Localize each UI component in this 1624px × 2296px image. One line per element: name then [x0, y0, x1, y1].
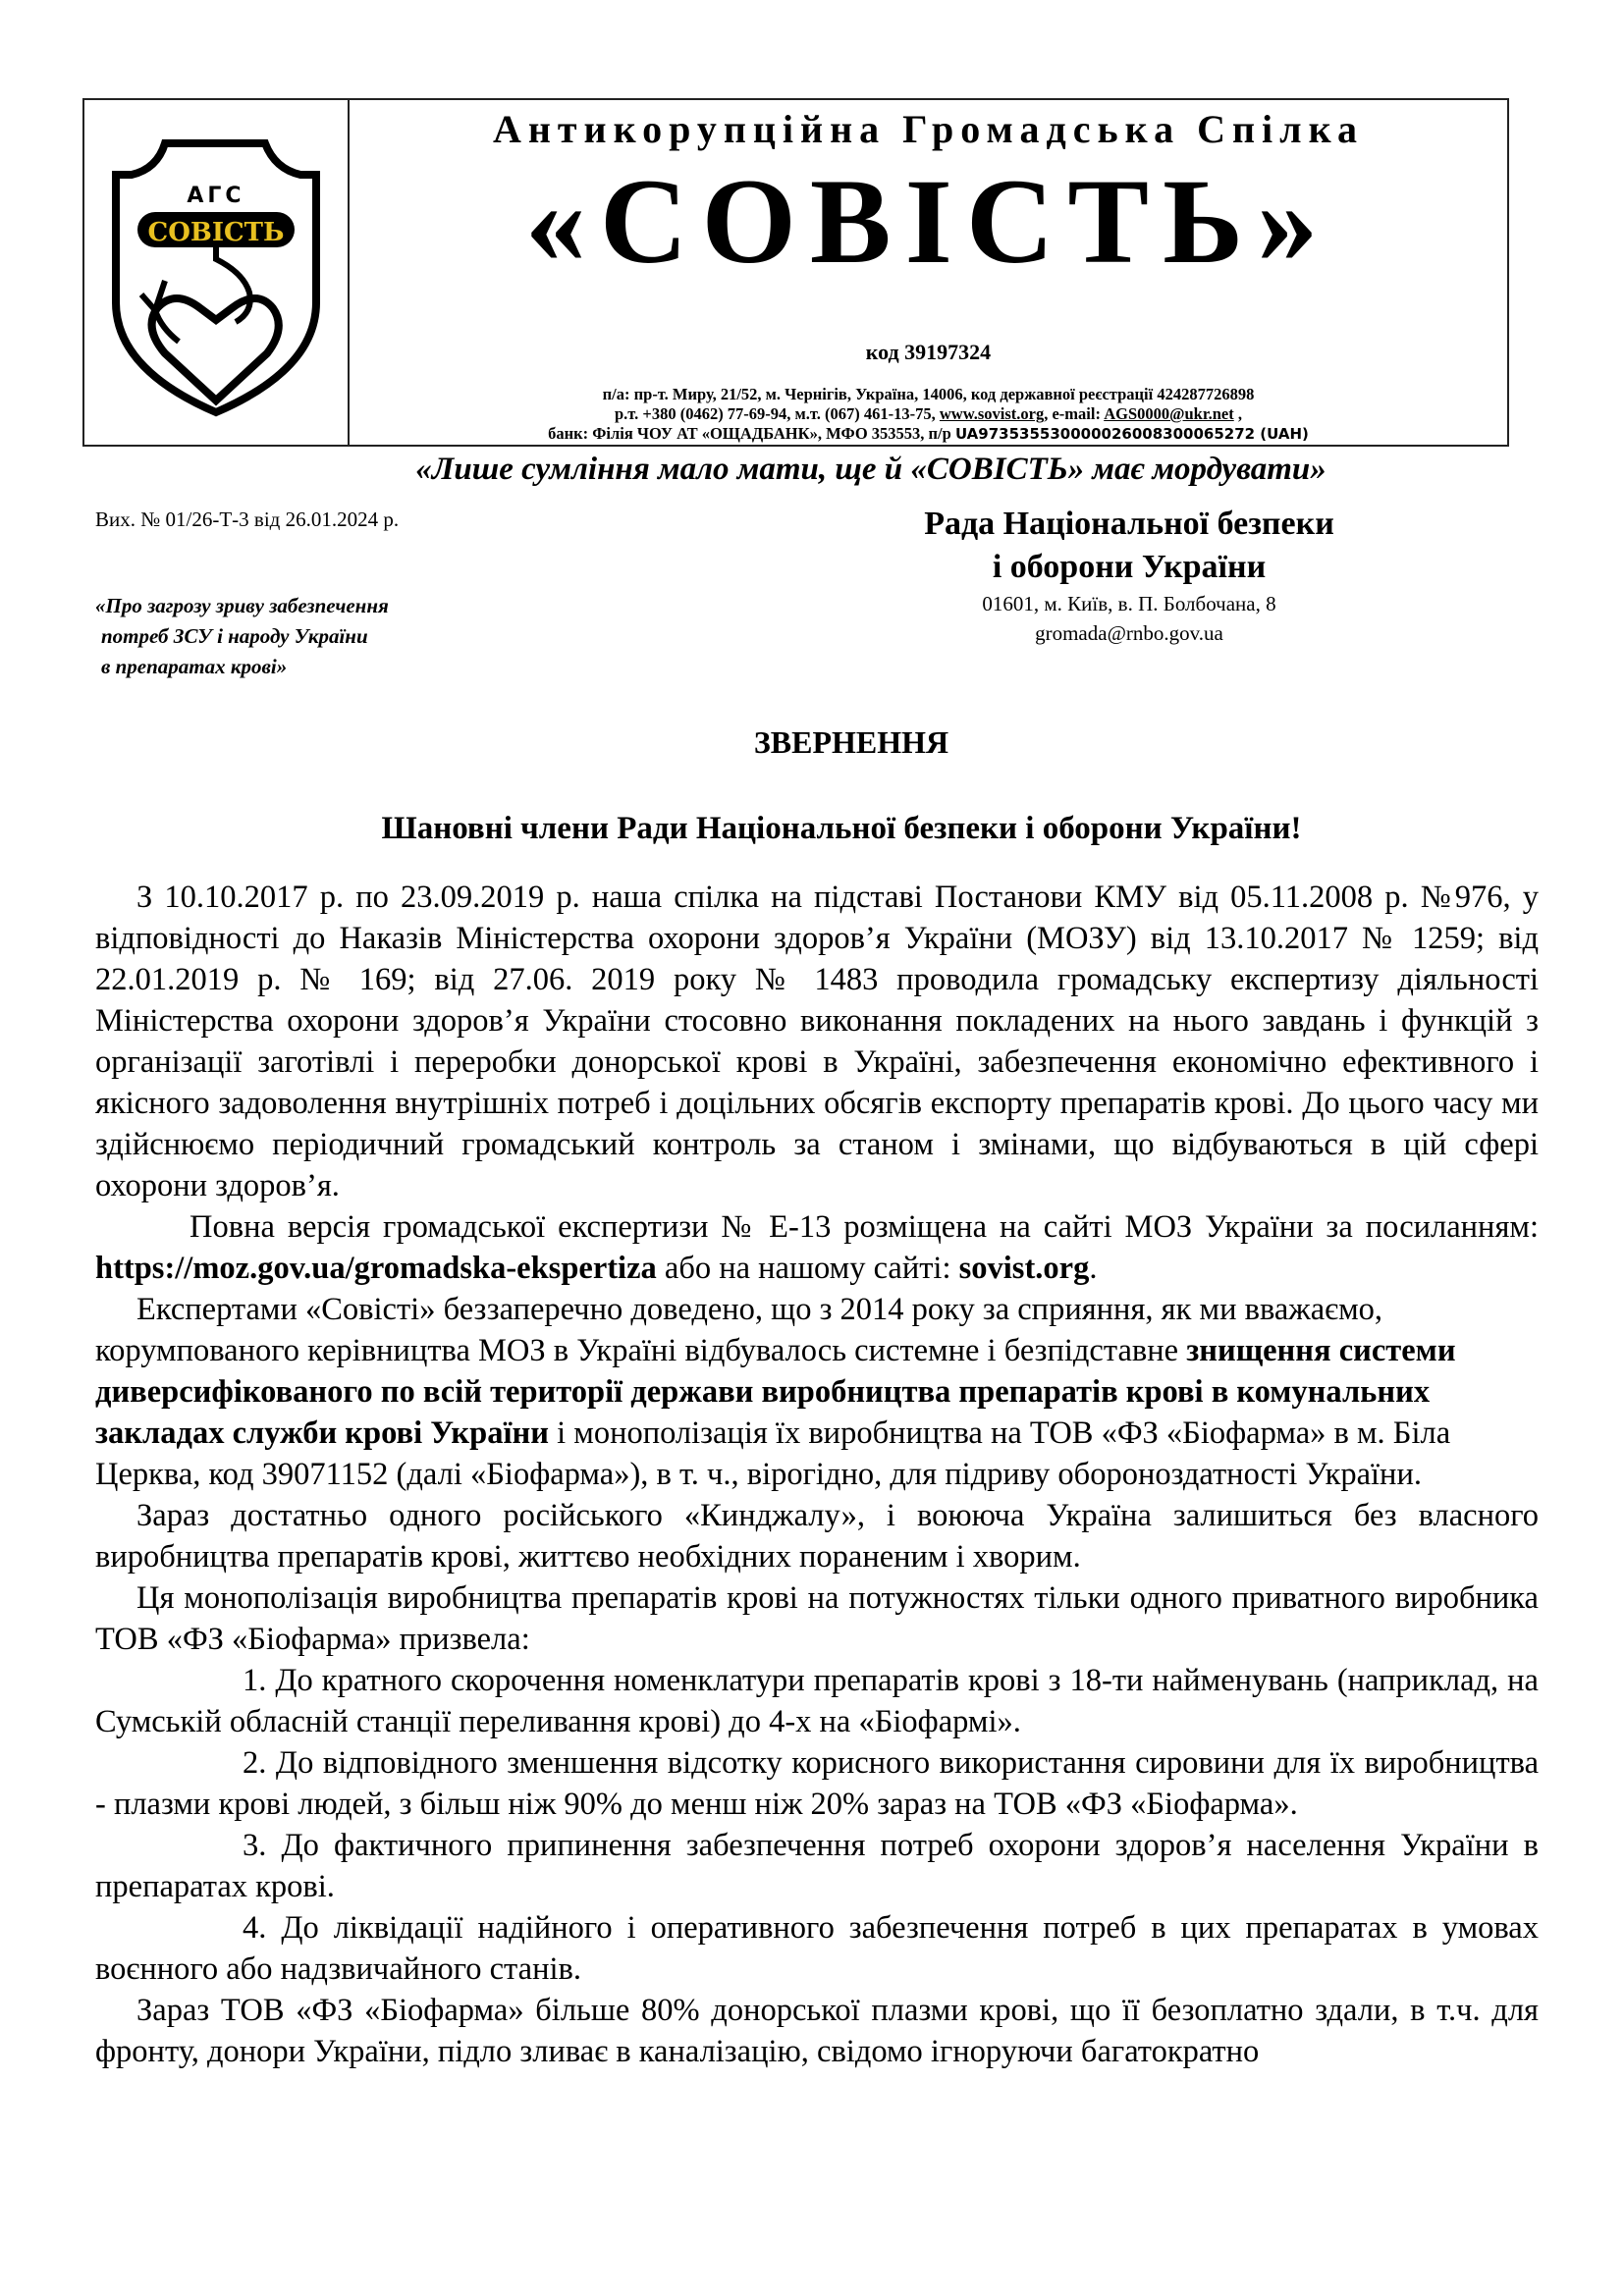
- subject-line: потреб ЗСУ і народу України: [101, 624, 368, 648]
- paragraph: Повна версія громадської експертизи № Е-13 розміщена на сайті МОЗ України за посиланням: https://moz.gov.ua/gromadska-ekspertiza або на нашому сайті: sovist.org.: [95, 1209, 1539, 1286]
- paragraph: Зараз достатньо одного російського «Кинджалу», і воююча Україна залишиться без власного виробництва препаратів крові, життєво необхідних пораненим і хворим.: [95, 1498, 1539, 1575]
- list-item: 3. До фактичного припинення забезпечення потреб охорони здоров’я населення України в препаратах крові.: [95, 1828, 1539, 1904]
- list-item: 2. До відповідного зменшення відсотку корисного використання сировини для їх виробництва - плазми крові людей, з більш ніж 90% до менш ніж 20% зараз на ТОВ «ФЗ «Біофарма».: [95, 1745, 1539, 1822]
- paragraph: Ця монополізація виробництва препаратів крові на потужностях тільки одного приватного виробника ТОВ «ФЗ «Біофарма» призвела:: [95, 1580, 1539, 1657]
- letterhead: [82, 98, 1509, 447]
- contact-line: р.т. +380 (0462) 77-69-94, м.т. (067) 461-13-75, www.sovist.org, e-mail: AGS0000@ukr.net ,: [615, 404, 1242, 423]
- list-item: 1. До кратного скорочення номенклатури препаратів крові з 18-ти найменувань (наприклад, на Сумській обласній станції переливання крові) до 4-х на «Біофармі».: [95, 1663, 1539, 1739]
- subject-line: «Про загрозу зриву забезпечення: [95, 594, 389, 617]
- paragraph: З 10.10.2017 р. по 23.09.2019 р. наша спілка на підставі Постанови КМУ від 05.11.2008 р. №976, у відповідності до Наказів Міністерства охорони здоров’я України (МОЗУ) від 13.10.2017 № 1259; від 22.01.2019 р. № 169; від 27.06. 2019 року № 1483 проводила громадську експертизу діяльності Міністерства охорони здоров’я України стосовно виконання покладених на нього завдань і функцій з організації заготівлі і переробки донорської крові в Україні, забезпечення економічно ефективного і якісного задоволення внутрішніх потреб і доцільних обсягів експорту препаратів крові. До цього часу ми здійснюємо періодичний громадський контроль за станом і змінами, що відбуваються в цій сфері охорони здоров’я.: [95, 880, 1539, 1203]
- logo-cell: [84, 100, 350, 445]
- list-item: 4. До ліквідації надійного і оперативного забезпечення потреб в цих препаратах в умовах воєнного або надзвичайного станів.: [95, 1910, 1539, 1987]
- addressee-email[interactable]: gromada@rnbo.gov.ua: [1035, 621, 1223, 645]
- letterhead-text: [350, 100, 1507, 445]
- org-contacts: [350, 385, 1507, 444]
- addressee-address: 01601, м. Київ, в. П. Болбочана, 8: [982, 592, 1276, 615]
- addressee-name-line2: і оборони України: [992, 549, 1267, 585]
- postal-address: п/а: пр-т. Миру, 21/52, м. Чернігів, Україна, 14006, код державної реєстрації 424287726898: [602, 385, 1255, 403]
- sovist-link[interactable]: sovist.org: [958, 1251, 1090, 1286]
- email-link[interactable]: AGS0000@ukr.net: [1104, 404, 1234, 423]
- moz-link[interactable]: https://moz.gov.ua/gromadska-ekspertiza: [95, 1251, 657, 1286]
- org-name: «СОВІСТЬ»: [524, 154, 1332, 289]
- document-title: ЗВЕРНЕННЯ: [753, 724, 949, 760]
- bank-line: банк: Філія ЧОУ АТ «ОЩАДБАНК», МФО 353553, п/р UA973535530000026008300065272 (UAH): [548, 424, 1309, 443]
- paragraph: Зараз ТОВ «ФЗ «Біофарма» більше 80% донорської плазми крові, що її безоплатно здали, в т.ч. для фронту, донори України, підло зливає в каналізацію, свідомо ігноруючи багатократно: [95, 1993, 1539, 2069]
- subject: [95, 591, 389, 682]
- bank-account: UA973535530000026008300065272 (UAH): [954, 425, 1309, 443]
- shield-heart-emblem-icon: [106, 135, 326, 420]
- subject-line: в препаратах крові»: [101, 655, 288, 678]
- salutation: Шановні члени Ради Національної безпеки і оборони України!: [381, 811, 1302, 846]
- motto: «Лише сумління мало мати, ще й «СОВІСТЬ» має мордувати»: [415, 452, 1326, 487]
- svg-text:СОВІСТЬ: СОВІСТЬ: [147, 218, 285, 247]
- paragraph: Експертами «Совісті» беззаперечно доведено, що з 2014 року за сприяння, як ми вважаємо, корумпованого керівництва МОЗ в Україні відбувалось системне і безпідставне знищення системи диверсифікованого по всій території держави виробництва препаратів крові в комунальних закладах служби крові України і монополізація їх виробництва на ТОВ «ФЗ «Біофарма» в м. Біла Церква, код 39071152 (далі «Біофарма»), в т. ч., вірогідно, для підриву обороноздатності України.: [95, 1292, 1456, 1492]
- document-body: [95, 877, 1539, 2072]
- org-code: код 39197324: [865, 340, 992, 364]
- svg-text:АГС: АГС: [187, 184, 245, 208]
- addressee: [815, 503, 1443, 648]
- outgoing-reference: Вих. № 01/26-Т-3 від 26.01.2024 р.: [95, 507, 400, 531]
- emphasis: знищення системи диверсифікованого по всій території держави виробництва препаратів крові в комунальних закладах служби крові України: [95, 1333, 1456, 1451]
- website-link[interactable]: www.sovist.org: [939, 404, 1045, 423]
- org-type: Антикорупційна Громадська Спілка: [492, 107, 1365, 151]
- addressee-name: Рада Національної безпеки: [924, 506, 1334, 542]
